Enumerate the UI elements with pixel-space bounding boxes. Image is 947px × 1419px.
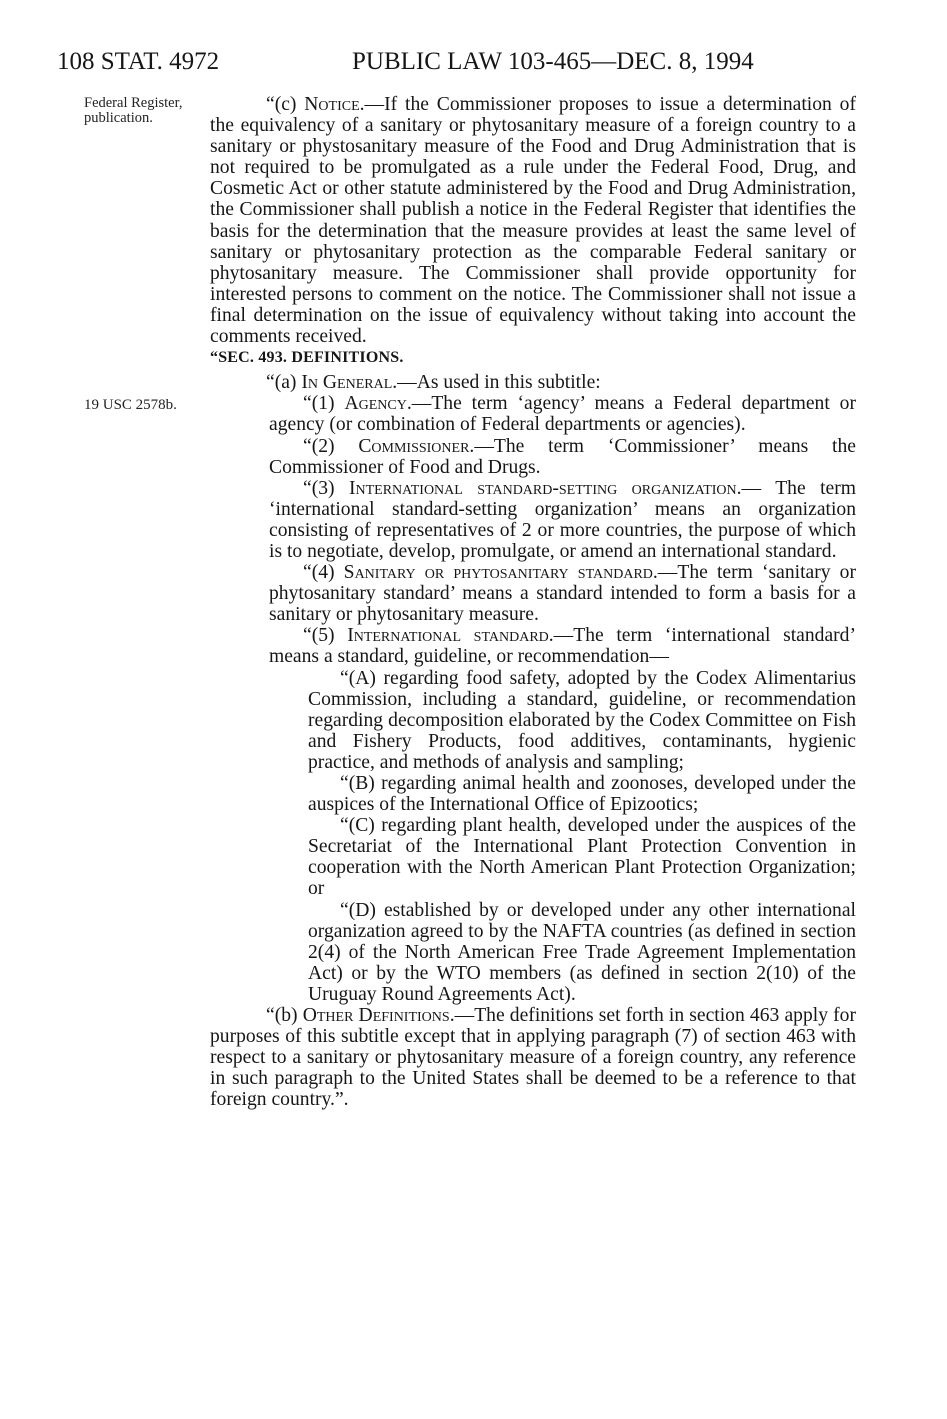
statute-body bbox=[210, 94, 856, 1111]
definition-text: —The term ‘agency’ means a Federal department or agency (or combination of Federal departments or agencies). bbox=[269, 393, 856, 436]
definition-commissioner bbox=[269, 436, 856, 478]
other-definitions-paragraph bbox=[210, 1005, 856, 1110]
definition-text: — The term ‘international standard-setting organization’ means an organization consisting of representatives of 2 or more countries, the purpose of which is to negotiate, develop, promulgate, or amend an international standard. bbox=[269, 477, 856, 562]
definition-lead: “(3) bbox=[303, 477, 349, 499]
definition-text: —The term ‘sanitary or phytosanitary standard’ means a standard intended to form a basis for a sanitary or phytosanitary measure. bbox=[269, 562, 856, 626]
definition-lead: “(5) bbox=[303, 625, 348, 647]
subitem-other-organization: “(D) established by or developed under any other international organization agreed to by the NAFTA countries (as defined in section 2(4) of the North American Free Trade Agreement Implementation Act) or by the WTO members (as defined in section 2(10) of the Uruguay Round Agreements Act). bbox=[308, 899, 856, 1005]
definition-standard-setting-organization bbox=[269, 478, 856, 562]
definition-heading: Sanitary or phytosanitary standard. bbox=[343, 562, 658, 584]
definition-text: —The term ‘international standard’ means a standard, guideline, or recommendation— bbox=[269, 625, 856, 668]
section-heading: “SEC. 493. DEFINITIONS. bbox=[210, 349, 404, 367]
notice-paragraph bbox=[210, 94, 856, 347]
in-general-heading: In General. bbox=[301, 372, 398, 394]
subitem-codex: “(A) regarding food safety, adopted by the Codex Alimentarius Commission, including a standard, guideline, or recommendation regarding decomposition elaborated by the Codex Committee on Fish and Fishery Products, food additives, contaminants, hygienic practice, and methods of analysis and sampling; bbox=[308, 667, 856, 773]
subitem-plant-health: “(C) regarding plant health, developed under the auspices of the Secretariat of the International Plant Protection Convention in cooperation with the North American Plant Protection Organization; or bbox=[308, 815, 856, 900]
definition-heading: International standard-setting organization. bbox=[348, 477, 742, 499]
definition-heading: Agency. bbox=[344, 393, 412, 415]
in-general-text: —As used in this subtitle: bbox=[397, 372, 601, 394]
definition-lead: “(1) bbox=[303, 393, 345, 415]
other-definitions-heading: Other Definitions. bbox=[302, 1005, 455, 1027]
definitions-list bbox=[210, 393, 856, 1005]
notice-lead: “(c) bbox=[266, 94, 305, 115]
margin-note-federal-register: Federal Register, publication. bbox=[84, 95, 183, 126]
definition-lead: “(4) bbox=[303, 562, 344, 584]
subitem-animal-health: “(B) regarding animal health and zoonoses, developed under the auspices of the International Office of Epizootics; bbox=[308, 773, 856, 816]
running-header: PUBLIC LAW 103-465—DEC. 8, 1994 bbox=[352, 48, 754, 75]
other-definitions-lead: “(b) bbox=[266, 1005, 303, 1027]
definition-text: —The term ‘Commissioner’ means the Commissioner of Food and Drugs. bbox=[269, 435, 856, 478]
definition-sanitary-standard bbox=[269, 562, 856, 625]
definition-international-standard bbox=[269, 625, 856, 667]
in-general-paragraph bbox=[210, 372, 856, 393]
subitems-list bbox=[269, 668, 856, 1006]
definition-heading: Commissioner. bbox=[358, 435, 475, 457]
notice-heading: Notice. bbox=[304, 94, 365, 115]
in-general-lead: “(a) bbox=[266, 372, 302, 394]
notice-text: —If the Commissioner proposes to issue a determination of the equivalency of a sanitary or phytosanitary measure of a foreign country to a sanitary or phystosanitary measure of the Food and Drug Administration that is not required to be promulgated as a rule under the Federal Food, Drug, and Cosmetic Act or other statute administered by the Food and Drug Administration, the Commissioner shall publish a notice in the Federal Register that identifies the basis for the determination that the measure provides at least the same level of sanitary or phytosanitary protection as the comparable Federal sanitary or phytosanitary measure. The Commissioner shall provide opportunity for interested persons to comment on the notice. The Commissioner shall not issue a final determination on the issue of equivalency without taking into account the comments received. bbox=[210, 94, 856, 348]
page-citation: 108 STAT. 4972 bbox=[57, 48, 220, 75]
definition-heading: International standard. bbox=[347, 625, 554, 647]
other-definitions-text: —The definitions set forth in section 463 apply for purposes of this subtitle except that in applying paragraph (7) of section 463 with respect to a sanitary or phytosanitary measure of a foreign country, any reference in such paragraph to the United States shall be deemed to be a reference to that foreign country.”. bbox=[210, 1005, 856, 1111]
margin-note-usc-citation: 19 USC 2578b. bbox=[84, 397, 177, 413]
definition-lead: “(2) bbox=[303, 435, 359, 457]
definition-agency bbox=[269, 393, 856, 435]
